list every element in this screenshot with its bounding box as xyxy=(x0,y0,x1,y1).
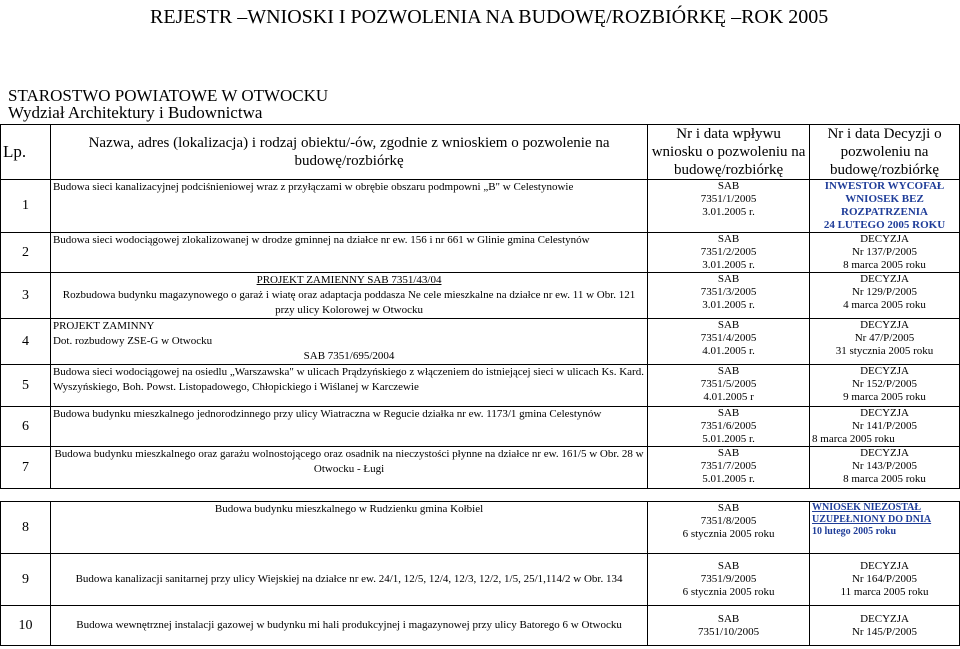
description-text: Budowa sieci wodociągowej na osiedlu „Warszawska" w ulicach Prądzyńskiego z włączeniem do istniejącej sieci w ulicach Ks. Kard. Wyszyńskiego, Boh. Powst. Listopadowego, Chłopickiego i Wiślanej w Karczewie xyxy=(52,366,644,393)
incoming-code: SAB xyxy=(717,502,740,514)
decision-number: Nr 141/P/2005 xyxy=(851,420,918,432)
department-name: Wydział Architektury i Budownictwa xyxy=(8,103,263,122)
decision-line: UZUPEŁNIONY DO DNIA xyxy=(812,514,932,525)
incoming-code: SAB xyxy=(717,233,740,245)
row-number: 3 xyxy=(1,273,51,319)
decision-number: Nr 164/P/2005 xyxy=(851,573,918,585)
incoming-cell xyxy=(648,447,810,489)
incoming-cell xyxy=(648,502,810,554)
decision-type: DECYZJA xyxy=(860,233,909,245)
decision-type: DECYZJA xyxy=(860,447,909,459)
decision-line: WNIOSEK BEZ xyxy=(845,193,924,205)
decision-date: 8 marca 2005 roku xyxy=(843,473,926,485)
incoming-date: 3.01.2005 r. xyxy=(702,299,755,311)
decision-cell xyxy=(810,319,960,365)
header-description: Nazwa, adres (lokalizacja) i rodzaj obiektu/-ów, zgodnie z wnioskiem o pozwolenie na budowę/rozbiórkę xyxy=(50,125,647,180)
incoming-date: 4.01.2005 r xyxy=(703,391,754,403)
table-gap xyxy=(1,489,960,502)
incoming-cell xyxy=(648,365,810,407)
decision-type: DECYZJA xyxy=(860,319,909,331)
description-text: Rozbudowa budynku magazynowego o garaż i wiatę oraz adaptacja poddasza Ne cele mieszkalne na działce nr ew. 11 w Obr. 121 przy ulicy Kolorowej w Otwocku xyxy=(62,289,636,316)
organization-name: STAROSTWO POWIATOWE W OTWOCKU xyxy=(8,86,329,105)
register-title: REJESTR –WNIOSKI I POZWOLENIA NA BUDOWĘ/ROZBIÓRKĘ –ROK 2005 xyxy=(150,6,829,28)
decision-cell xyxy=(810,447,960,489)
incoming-date: 5.01.2005 r. xyxy=(702,473,755,485)
decision-cell xyxy=(810,502,960,554)
row-description xyxy=(50,233,647,273)
decision-type: DECYZJA xyxy=(860,273,909,285)
decision-type: DECYZJA xyxy=(860,365,909,377)
incoming-cell xyxy=(648,407,810,447)
row-number: 8 xyxy=(1,502,51,554)
incoming-date: 5.01.2005 r. xyxy=(702,433,755,445)
incoming-code: SAB xyxy=(717,319,740,331)
incoming-code: SAB xyxy=(717,180,740,192)
row-description xyxy=(50,502,647,554)
incoming-code: SAB xyxy=(717,447,740,459)
incoming-number: 7351/6/2005 xyxy=(700,420,757,432)
incoming-cell xyxy=(648,554,810,606)
row-description xyxy=(50,606,647,646)
incoming-number: 7351/1/2005 xyxy=(700,193,757,205)
incoming-cell xyxy=(648,180,810,233)
incoming-code: SAB xyxy=(717,407,740,419)
table-row xyxy=(1,180,960,233)
description-text: Budowa budynku mieszkalnego w Rudzienku gmina Kołbiel xyxy=(214,503,484,515)
incoming-code: SAB xyxy=(717,365,740,377)
description-text: Budowa wewnętrznej instalacji gazowej w budynku mi hali produkcyjnej i magazynowej przy ulicy Batorego 6 w Otwocku xyxy=(76,619,622,631)
decision-date: 8 marca 2005 roku xyxy=(843,259,926,271)
incoming-number: 7351/4/2005 xyxy=(700,332,757,344)
replacement-project-label: PROJEKT ZAMINNY xyxy=(52,320,155,332)
incoming-number: 7351/9/2005 xyxy=(700,573,757,585)
decision-cell xyxy=(810,554,960,606)
row-description xyxy=(50,273,647,319)
decision-date: 11 marca 2005 roku xyxy=(840,586,929,598)
table-row xyxy=(1,365,960,407)
incoming-cell xyxy=(648,273,810,319)
description-text: Budowa kanalizacji sanitarnej przy ulicy Wiejskiej na działce nr ew. 24/1, 12/5, 12/4, 12/3, 12/2, 1/5, 25/1,114/2 w Obr. 134 xyxy=(75,573,623,585)
decision-cell xyxy=(810,606,960,646)
description-text: Budowa budynku mieszkalnego oraz garażu wolnostojącego oraz osadnik na nieczystości płynne na działce nr ew. 161/5 w Obr. 28 w Otwocku - Ługi xyxy=(54,448,644,475)
reference-number: SAB 7351/695/2004 xyxy=(303,350,395,362)
decision-number: Nr 137/P/2005 xyxy=(851,246,918,258)
header-decision: Nr i data Decyzji o pozwoleniu na budowę/rozbiórkę xyxy=(810,125,960,180)
incoming-number: 7351/10/2005 xyxy=(698,625,760,638)
row-number: 7 xyxy=(1,447,51,489)
incoming-cell xyxy=(648,319,810,365)
table-row xyxy=(1,502,960,554)
row-number: 4 xyxy=(1,319,51,365)
incoming-date: 6 stycznia 2005 roku xyxy=(682,528,775,540)
description-text: Dot. rozbudowy ZSE-G w Otwocku xyxy=(52,335,213,347)
incoming-date: 4.01.2005 r. xyxy=(702,345,755,357)
row-description xyxy=(50,319,647,365)
decision-number: Nr 152/P/2005 xyxy=(851,378,918,390)
decision-date: 31 stycznia 2005 roku xyxy=(835,345,934,357)
incoming-date: 3.01.2005 r. xyxy=(702,206,755,218)
decision-line: WNIOSEK NIEZOSTAŁ xyxy=(812,502,922,513)
incoming-number: 7351/3/2005 xyxy=(700,286,757,298)
row-number: 10 xyxy=(1,606,51,646)
decision-line: INWESTOR WYCOFAŁ xyxy=(824,180,945,192)
decision-type: DECYZJA xyxy=(860,612,909,625)
decision-number: Nr 145/P/2005 xyxy=(851,625,918,638)
incoming-number: 7351/2/2005 xyxy=(700,246,757,258)
decision-type: DECYZJA xyxy=(860,407,909,419)
decision-number: Nr 143/P/2005 xyxy=(851,460,918,472)
row-description xyxy=(50,365,647,407)
header-incoming: Nr i data wpływu wniosku o pozwoleniu na budowę/rozbiórkę xyxy=(648,125,810,180)
incoming-date: 3.01.2005 r. xyxy=(702,259,755,271)
decision-date: 4 marca 2005 roku xyxy=(843,299,926,311)
decision-cell xyxy=(810,273,960,319)
row-number: 9 xyxy=(1,554,51,606)
decision-line: 24 LUTEGO 2005 ROKU xyxy=(823,219,946,231)
table-row xyxy=(1,407,960,447)
incoming-code: SAB xyxy=(717,612,740,625)
decision-cell xyxy=(810,365,960,407)
decision-line: 10 lutego 2005 roku xyxy=(812,526,897,537)
incoming-code: SAB xyxy=(717,273,740,285)
table-row xyxy=(1,554,960,606)
decision-number: Nr 129/P/2005 xyxy=(851,286,918,298)
decision-cell xyxy=(810,180,960,233)
row-description xyxy=(50,447,647,489)
table-row xyxy=(1,233,960,273)
table-row xyxy=(1,319,960,365)
row-number: 5 xyxy=(1,365,51,407)
row-number: 6 xyxy=(1,407,51,447)
replacement-project-label: PROJEKT ZAMIENNY SAB 7351/43/04 xyxy=(256,274,442,286)
header-row xyxy=(1,125,960,180)
incoming-number: 7351/8/2005 xyxy=(700,515,757,527)
header-lp: Lp. xyxy=(1,125,51,180)
table-row xyxy=(1,273,960,319)
decision-cell xyxy=(810,233,960,273)
decision-type: DECYZJA xyxy=(860,560,909,572)
incoming-date: 6 stycznia 2005 roku xyxy=(682,586,775,598)
description-text: Budowa budynku mieszkalnego jednorodzinnego przy ulicy Wiatraczna w Regucie działka nr ew. 1173/1 gmina Celestynów xyxy=(52,408,602,420)
decision-number: Nr 47/P/2005 xyxy=(854,332,915,344)
row-number: 1 xyxy=(1,180,51,233)
incoming-cell xyxy=(648,233,810,273)
incoming-number: 7351/7/2005 xyxy=(700,460,757,472)
decision-date: 9 marca 2005 roku xyxy=(843,391,926,403)
table-row xyxy=(1,606,960,646)
row-description xyxy=(50,554,647,606)
decision-date: 8 marca 2005 roku xyxy=(812,433,895,445)
incoming-code: SAB xyxy=(717,560,740,572)
description-text: Budowa sieci kanalizacyjnej podciśnieniowej wraz z przyłączami w obrębie obszaru podmpowni „B" w Celestynowie xyxy=(52,181,574,193)
incoming-number: 7351/5/2005 xyxy=(700,378,757,390)
register-table xyxy=(0,124,960,646)
decision-line: ROZPATRZENIA xyxy=(841,206,929,218)
description-text: Budowa sieci wodociągowej zlokalizowanej w drodze gminnej na działce nr ew. 156 i nr 661 w Glinie gmina Celestynów xyxy=(52,234,590,246)
table-row xyxy=(1,447,960,489)
row-description xyxy=(50,407,647,447)
decision-cell xyxy=(810,407,960,447)
incoming-cell xyxy=(648,606,810,646)
row-description xyxy=(50,180,647,233)
row-number: 2 xyxy=(1,233,51,273)
